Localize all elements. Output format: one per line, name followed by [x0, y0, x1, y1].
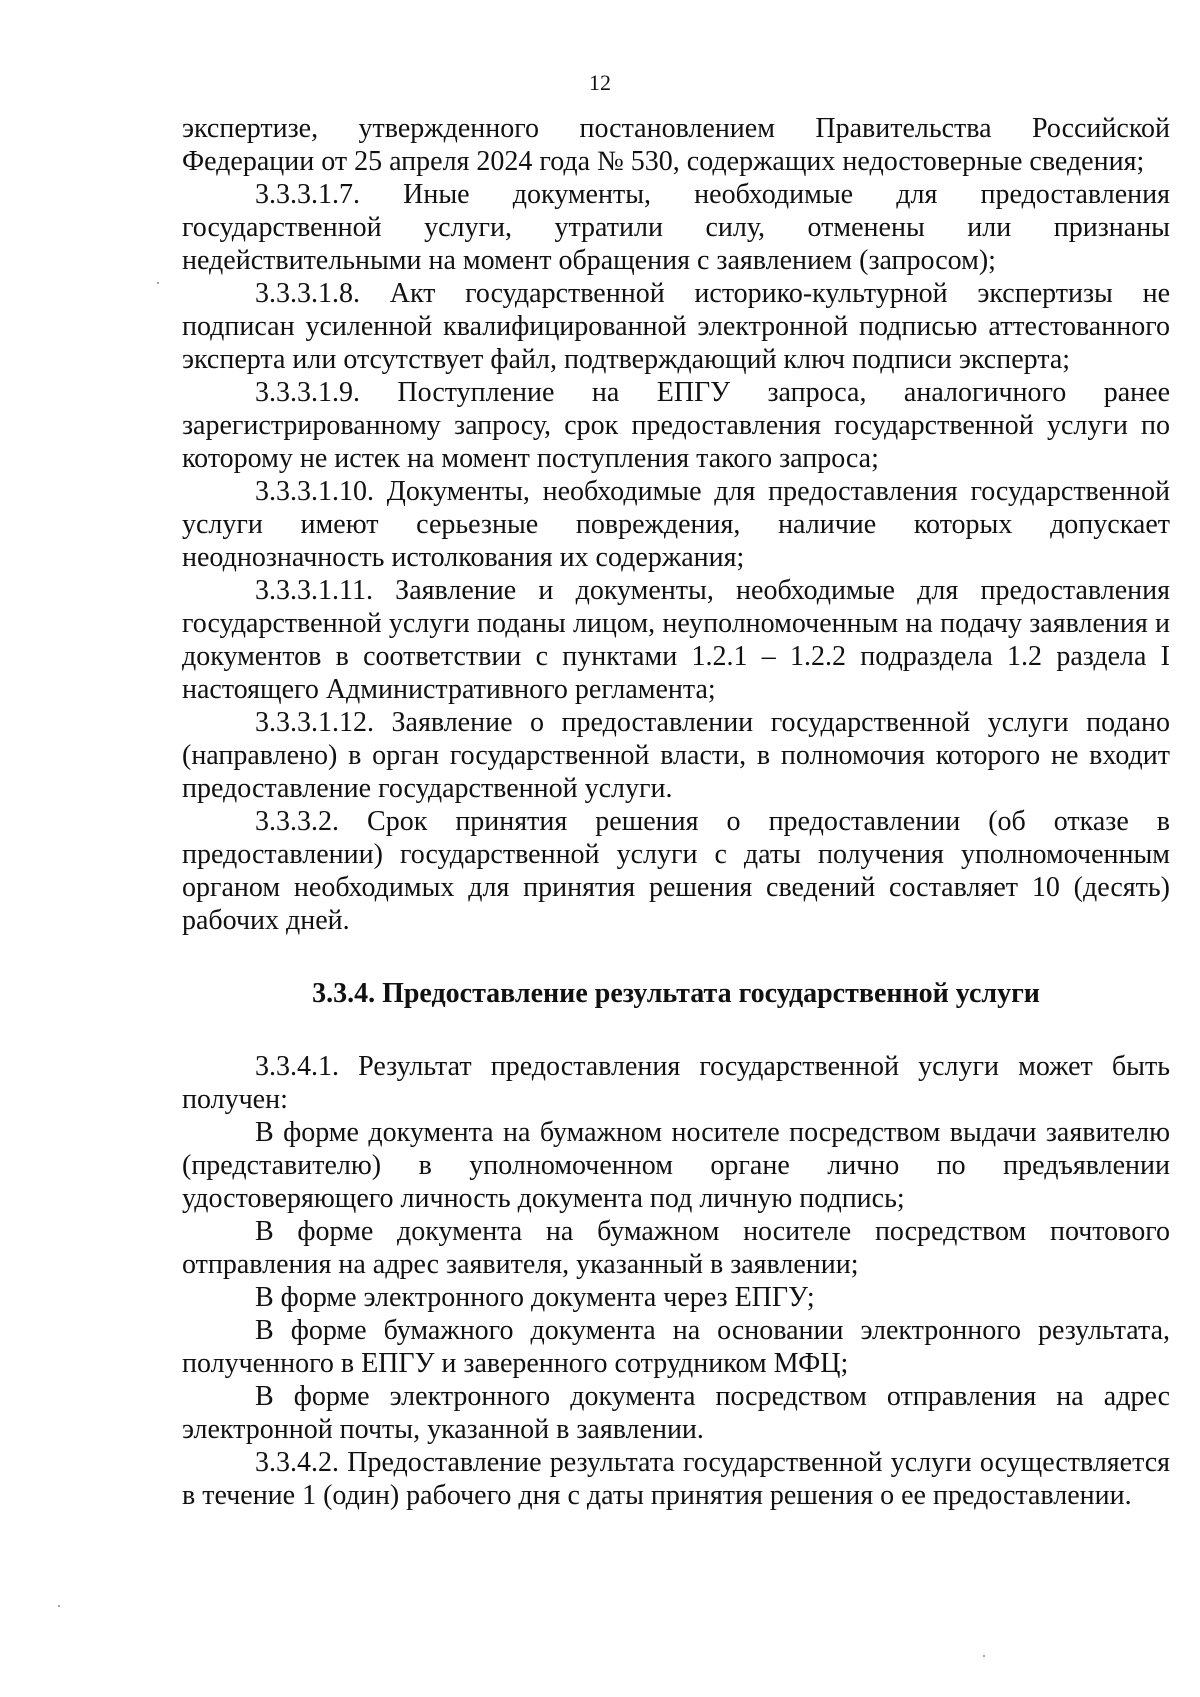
paragraph: экспертизе, утвержденного постановлением Правительства Российской Федерации от 25 апреля 2024 года № 530, содержащих недостоверные сведения;: [182, 113, 1170, 177]
paragraph: В форме электронного документа посредством отправления на адрес электронной почты, указанной в заявлении.: [182, 1381, 1170, 1445]
paragraph: В форме документа на бумажном носителе посредством выдачи заявителю (представителю) в уполномоченном органе лично по предъявлении удостоверяющего личность документа под личную подпись;: [182, 1117, 1170, 1214]
paragraph: 3.3.3.1.9. Поступление на ЕПГУ запроса, аналогичного ранее зарегистрированному запросу, срок предоставления государственной услуги по которому не истек на момент поступления такого запроса;: [182, 377, 1170, 474]
paragraphs-top: [182, 112, 1170, 937]
scan-speck: [58, 1605, 60, 1607]
section-heading: 3.3.4. Предоставление результата государственной услуги: [312, 978, 1040, 1009]
paragraph: 3.3.4.2. Предоставление результата государственной услуги осуществляется в течение 1 (один) рабочего дня с даты принятия решения о ее предоставлении.: [182, 1447, 1170, 1511]
paragraph: 3.3.4.1. Результат предоставления государственной услуги может быть получен:: [182, 1051, 1170, 1115]
paragraph: В форме электронного документа через ЕПГУ;: [255, 1282, 815, 1313]
paragraph: В форме бумажного документа на основании электронного результата, полученного в ЕПГУ и заверенного сотрудником МФЦ;: [182, 1315, 1170, 1379]
paragraph: 3.3.3.1.7. Иные документы, необходимые для предоставления государственной услуги, утратили силу, отменены или признаны недействительными на момент обращения с заявлением (запросом);: [182, 179, 1170, 276]
paragraph: 3.3.3.1.11. Заявление и документы, необходимые для предоставления государственной услуги поданы лицом, неуполномоченным на подачу заявления и документов в соответствии с пунктами 1.2.1 – 1.2.2 подраздела 1.2 раздела I настоящего Административного регламента;: [182, 575, 1170, 705]
paragraph: В форме документа на бумажном носителе посредством почтового отправления на адрес заявителя, указанный в заявлении;: [182, 1216, 1170, 1280]
scan-speck: [983, 1655, 985, 1657]
scan-speck: [157, 282, 159, 284]
page-number: 12: [589, 70, 611, 95]
document-body: [182, 112, 1170, 1512]
paragraph: 3.3.3.2. Срок принятия решения о предоставлении (об отказе в предоставлении) государственной услуги с даты получения уполномоченным органом необходимых для принятия решения сведений составляет 10 (десять) рабочих дней.: [182, 806, 1170, 936]
paragraph: 3.3.3.1.8. Акт государственной историко-культурной экспертизы не подписан усиленной квалифицированной электронной подписью аттестованного эксперта или отсутствует файл, подтверждающий ключ подписи эксперта;: [182, 278, 1170, 375]
paragraph: 3.3.3.1.12. Заявление о предоставлении государственной услуги подано (направлено) в орган государственной власти, в полномочия которого не входит предоставление государственной услуги.: [182, 707, 1170, 804]
paragraphs-bottom: [182, 1050, 1170, 1512]
paragraph: 3.3.3.1.10. Документы, необходимые для предоставления государственной услуги имеют серьезные повреждения, наличие которых допускает неоднозначность истолкования их содержания;: [182, 476, 1170, 573]
